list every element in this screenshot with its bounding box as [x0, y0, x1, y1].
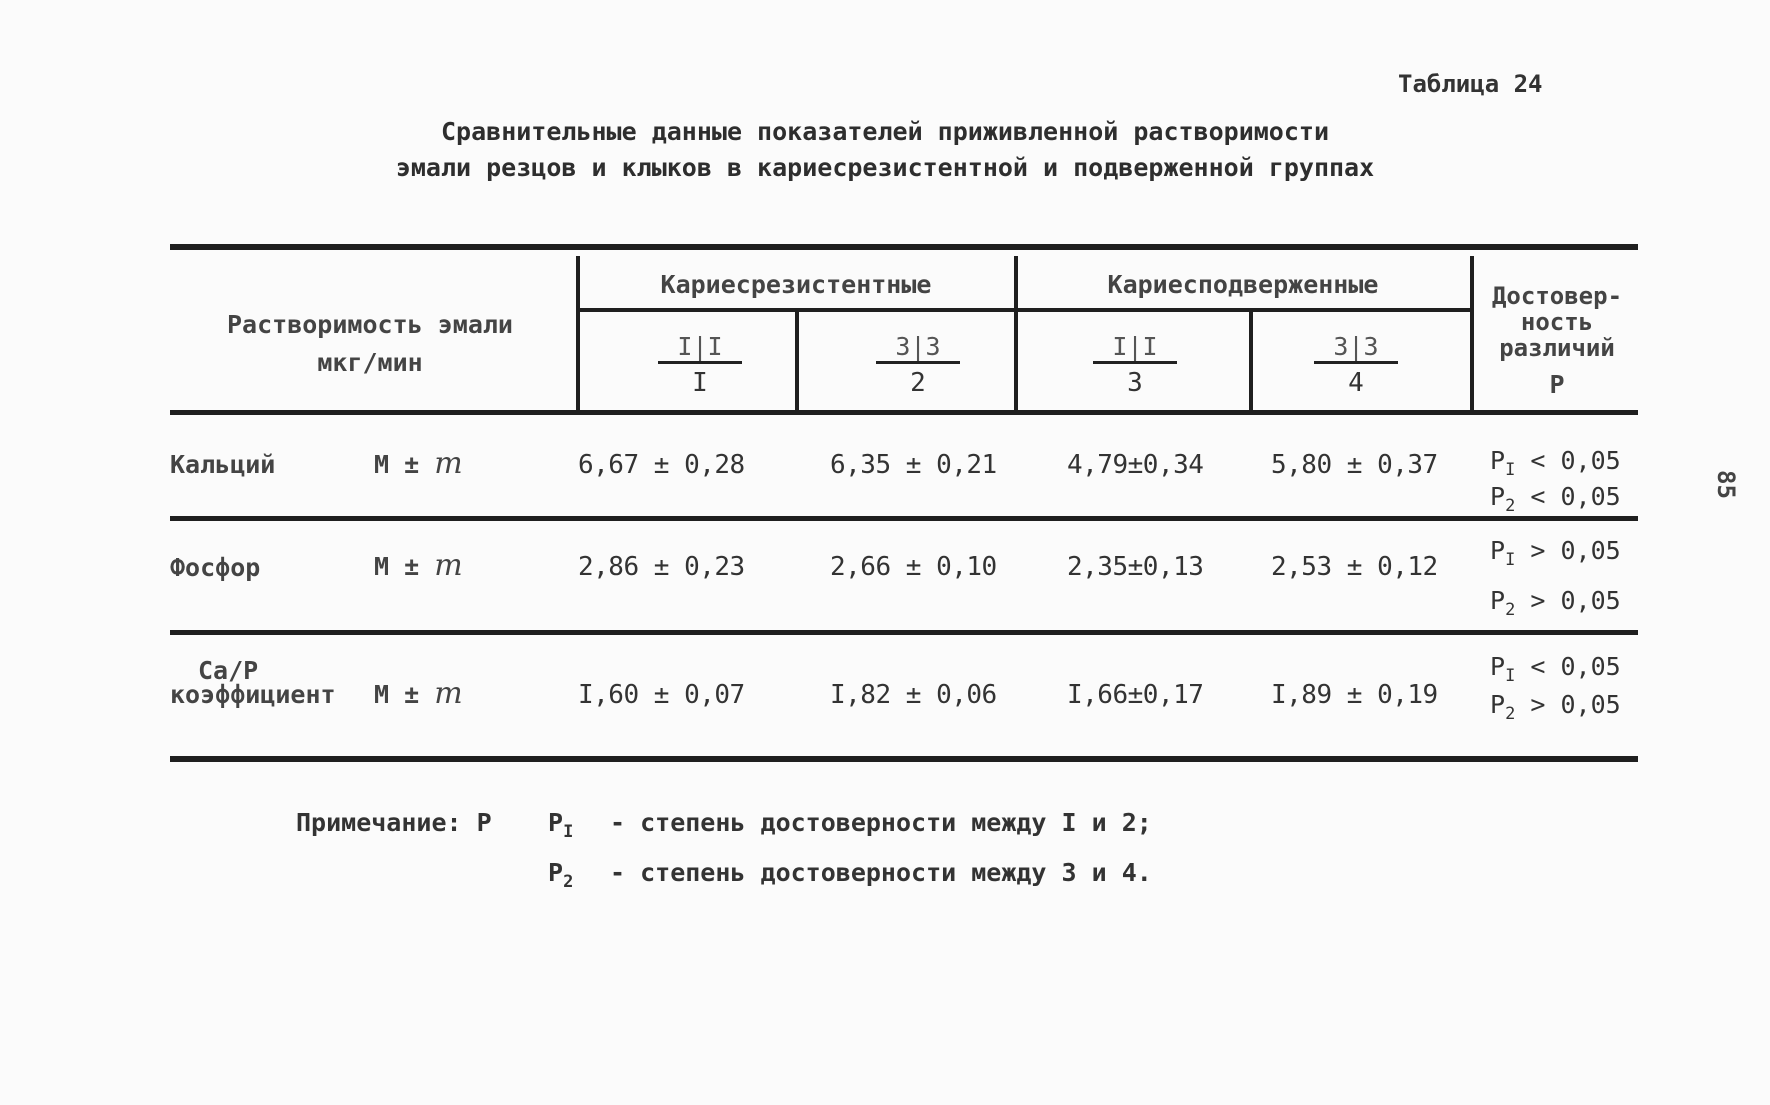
- table-cell: I,89 ± 0,19: [1271, 680, 1438, 710]
- table-top-rule: [170, 244, 1638, 250]
- stat-label: M ± m: [374, 548, 463, 583]
- page-number: 85: [1712, 470, 1740, 499]
- table-cell: 6,67 ± 0,28: [578, 450, 745, 480]
- note-label: Примечание: P: [296, 808, 492, 837]
- col2-fraction-bar: [876, 361, 960, 364]
- reliability-header-line-4: P: [1549, 370, 1565, 399]
- row-name-ca-p-line-1: Ca/P: [198, 656, 259, 685]
- p1-ca-p: $P_I < 0,05$: [1490, 652, 1621, 686]
- header-bottom-rule: [170, 410, 1638, 415]
- p1-phosphorus: $P_I > 0,05$: [1490, 536, 1621, 570]
- group-header-resistant: Кариесрезистентные: [660, 270, 932, 299]
- table-cell: 2,86 ± 0,23: [578, 552, 745, 582]
- stat-m-glyph: m: [434, 676, 463, 711]
- p2-calcium: $P_2 < 0,05$: [1490, 482, 1621, 516]
- reliability-header-line-1: Достовер-: [1491, 282, 1623, 310]
- note-p2-symbol: $P_2$: [548, 858, 574, 892]
- header-vrule-4: [1249, 312, 1253, 412]
- row-stat-phosphorus: [374, 548, 463, 583]
- row-header-line-2: мкг/мин: [317, 348, 423, 377]
- table-bottom-rule: [170, 756, 1638, 762]
- note-line-1: - степень достоверности между I и 2;: [610, 808, 1152, 837]
- p1-calcium: $P_I < 0,05$: [1490, 446, 1621, 480]
- row-header-line-1: Растворимость эмали: [227, 310, 513, 339]
- col1-fraction-bar: [658, 361, 742, 364]
- group-header-rule: [578, 308, 1474, 312]
- note-p1-symbol: $P_I$: [548, 808, 574, 842]
- note-line-2: - степень достоверности между 3 и 4.: [610, 858, 1152, 887]
- col1-teeth: I|I: [677, 332, 723, 361]
- col4-number: 4: [1348, 368, 1364, 398]
- row-stat-calcium: [374, 446, 463, 481]
- row-name-ca-p-line-2: коэффициент: [170, 680, 336, 709]
- row-stat-ca-p: [374, 676, 463, 711]
- row-name-calcium: Кальций: [170, 450, 276, 479]
- table-title-line-2: эмали резцов и клыков в кариесрезистентной и подверженной группах: [395, 153, 1375, 182]
- table-cell: 6,35 ± 0,21: [830, 450, 997, 480]
- group-header-susceptible: Кариесподверженные: [1107, 270, 1379, 299]
- table-cell: 2,66 ± 0,10: [830, 552, 997, 582]
- col2-teeth: 3|3: [895, 332, 941, 361]
- table-cell: 4,79±0,34: [1067, 450, 1204, 480]
- table-cell: 2,53 ± 0,12: [1271, 552, 1438, 582]
- col3-teeth: I|I: [1112, 332, 1158, 361]
- table-title-line-1: Сравнительные данные показателей приживленной растворимости: [440, 117, 1330, 146]
- col1-number: I: [692, 368, 708, 398]
- stat-label: M ± m: [374, 676, 463, 711]
- table-cell: 5,80 ± 0,37: [1271, 450, 1438, 480]
- col3-fraction-bar: [1093, 361, 1177, 364]
- table-cell: I,82 ± 0,06: [830, 680, 997, 710]
- stat-label: M ± m: [374, 446, 463, 481]
- row-divider-2: [170, 630, 1638, 635]
- col3-number: 3: [1127, 368, 1143, 398]
- reliability-header-line-3: различий: [1499, 334, 1615, 362]
- table-cell: 2,35±0,13: [1067, 552, 1204, 582]
- col4-fraction-bar: [1314, 361, 1398, 364]
- p2-ca-p: $P_2 > 0,05$: [1490, 690, 1621, 724]
- table-cell: I,66±0,17: [1067, 680, 1204, 710]
- row-name-phosphorus: Фосфор: [170, 553, 261, 582]
- table-label: Таблица 24: [1398, 70, 1543, 98]
- header-vrule-5: [1470, 256, 1474, 412]
- col2-number: 2: [910, 368, 926, 398]
- row-divider-1: [170, 516, 1638, 521]
- col4-teeth: 3|3: [1333, 332, 1379, 361]
- reliability-header-line-2: ность: [1520, 308, 1594, 336]
- stat-m-glyph: m: [434, 446, 463, 481]
- stat-m-glyph: m: [434, 548, 463, 583]
- table-cell: I,60 ± 0,07: [578, 680, 745, 710]
- p2-phosphorus: $P_2 > 0,05$: [1490, 586, 1621, 620]
